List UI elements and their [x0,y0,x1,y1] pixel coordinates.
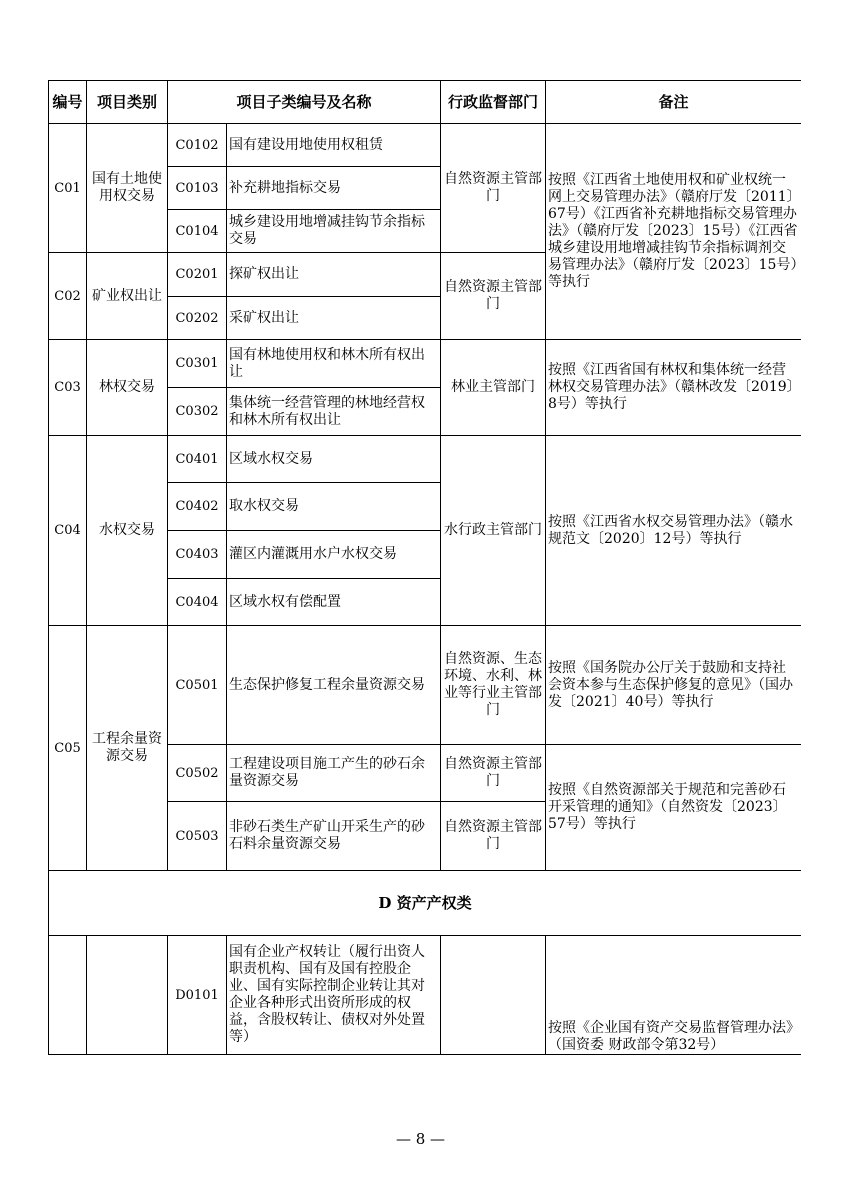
header-department: 行政监督部门 [441,81,546,124]
sub-code: C0403 [168,531,227,579]
sub-name: 工程建设项目施工产生的砂石余量资源交易 [227,745,441,802]
sub-code: C0501 [168,626,227,745]
department: 自然资源、生态环境、水利、林业等行业主管部门 [441,626,546,745]
sub-name: 补充耕地指标交易 [227,167,441,210]
sub-code: C0301 [168,340,227,388]
department: 林业主管部门 [441,340,546,436]
sub-code: C0404 [168,579,227,626]
department: 自然资源主管部门 [441,124,546,253]
header-category: 项目类别 [87,81,168,124]
sub-name: 区域水权有偿配置 [227,579,441,626]
sub-code: C0103 [168,167,227,210]
note: 按照《自然资源部关于规范和完善砂石开采管理的通知》（自然资发〔2023〕57号）等执行 [546,745,801,871]
sub-name: 区域水权交易 [227,436,441,483]
group-code: C01 [49,124,87,253]
table-row [49,936,802,1055]
group-category: 工程余量资源交易 [87,626,168,871]
sub-name: 探矿权出让 [227,253,441,297]
section-title: D 资产产权类 [49,871,802,936]
group-category: 矿业权出让 [87,253,168,340]
table-row [49,340,802,388]
group-category: 水权交易 [87,436,168,626]
trading-catalog-table [48,80,801,1055]
table-container [48,80,801,1056]
note: 按照《江西省土地使用权和矿业权统一网上交易管理办法》（赣府厅发〔2011〕67号）《江西省补充耕地指标交易管理办法》（赣府厅发〔2023〕15号）《江西省城乡建设用地增减挂钩节余指标调剂交易管理办法》（赣府厅发〔2023〕15号）等执行 [546,124,801,340]
header-row [49,81,802,124]
group-code: C02 [49,253,87,340]
sub-name: 国有企业产权转让（履行出资人职责机构、国有及国有控股企业、国有实际控制企业转让其对企业各种形式出资所形成的权益，含股权转让、债权对外处置等） [227,936,441,1055]
department [441,936,546,1055]
department: 自然资源主管部门 [441,802,546,871]
sub-name: 非砂石类生产矿山开采生产的砂石料余量资源交易 [227,802,441,871]
sub-code: C0102 [168,124,227,167]
sub-name: 国有建设用地使用权租赁 [227,124,441,167]
note: 按照《国务院办公厅关于鼓励和支持社会资本参与生态保护修复的意见》（国办发〔2021〕40号）等执行 [546,626,801,745]
sub-code: C0401 [168,436,227,483]
table-row [49,124,802,167]
sub-code: C0502 [168,745,227,802]
sub-code: C0302 [168,388,227,436]
note: 按照《江西省国有林权和集体统一经营林权交易管理办法》（赣林改发〔2019〕8号）等执行 [546,340,801,436]
header-code: 编号 [49,81,87,124]
sub-code: C0402 [168,483,227,531]
section-row [49,871,802,936]
group-code: C03 [49,340,87,436]
group-code: C04 [49,436,87,626]
group-category: 国有土地使用权交易 [87,124,168,253]
sub-name: 取水权交易 [227,483,441,531]
header-note: 备注 [546,81,801,124]
sub-code: C0202 [168,297,227,340]
group-category [87,936,168,1055]
header-subcategory: 项目子类编号及名称 [168,81,441,124]
sub-code: C0201 [168,253,227,297]
sub-code: C0503 [168,802,227,871]
table-row [49,626,802,745]
sub-name: 国有林地使用权和林木所有权出让 [227,340,441,388]
sub-code: C0104 [168,210,227,253]
page-number: — 8 — [395,1130,446,1148]
group-code [49,936,87,1055]
department: 自然资源主管部门 [441,745,546,802]
department: 自然资源主管部门 [441,253,546,340]
sub-code: D0101 [168,936,227,1055]
sub-name: 生态保护修复工程余量资源交易 [227,626,441,745]
table-row [49,436,802,483]
department: 水行政主管部门 [441,436,546,626]
sub-name: 集体统一经营管理的林地经营权和林木所有权出让 [227,388,441,436]
sub-name: 采矿权出让 [227,297,441,340]
group-category: 林权交易 [87,340,168,436]
note: 按照《江西省水权交易管理办法》（赣水规范文〔2020〕12号）等执行 [546,436,801,626]
note: 按照《企业国有资产交易监督管理办法》（国资委 财政部令第32号） [546,936,801,1055]
sub-name: 城乡建设用地增减挂钩节余指标交易 [227,210,441,253]
sub-name: 灌区内灌溉用水户水权交易 [227,531,441,579]
group-code: C05 [49,626,87,871]
